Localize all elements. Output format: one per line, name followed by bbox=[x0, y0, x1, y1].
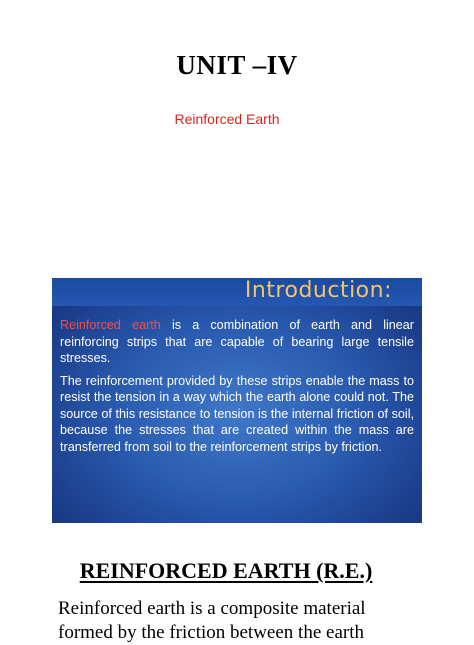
slide-heading: Introduction: bbox=[244, 278, 392, 303]
slide-paragraph-2: The reinforcement provided by these strips enable the mass to resist the tension in a way which the earth alone could not. The source of this resistance to tension is the internal friction of soil, because the stresses that are created within the mass are transferred from soil to the reinforcement strips by friction. bbox=[60, 373, 414, 454]
slide-highlight-term: Reinforced earth bbox=[60, 318, 161, 332]
page-title: UNIT –IV bbox=[176, 50, 298, 80]
intro-slide-image bbox=[52, 278, 422, 523]
slide-paragraph-1-text: is a combination of earth and linear reinforcing strips that are capable of bearing large tensile stresses. bbox=[60, 318, 414, 365]
section-heading: REINFORCED EARTH (R.E.) bbox=[79, 558, 373, 583]
slide-body bbox=[60, 317, 414, 461]
slide-paragraph-1 bbox=[60, 317, 414, 367]
page-subtitle: Reinforced Earth bbox=[174, 111, 280, 127]
section-body: Reinforced earth is a composite material formed by the friction between the earth bbox=[58, 598, 366, 643]
